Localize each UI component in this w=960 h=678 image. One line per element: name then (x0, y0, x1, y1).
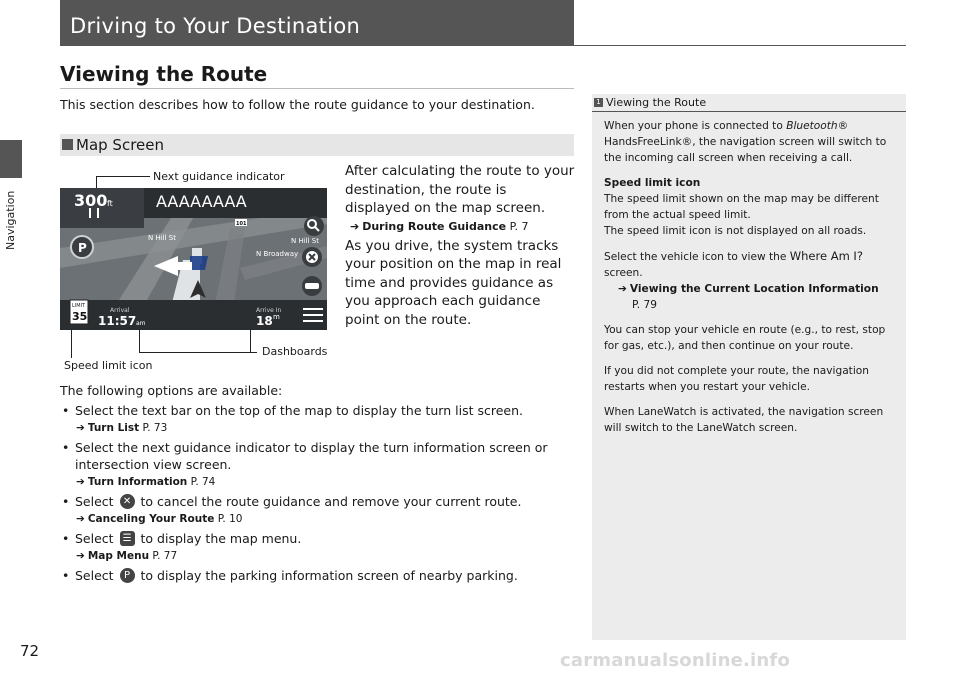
para2: As you drive, the system tracks your position on the map in real time and provides guidance as you approach each guidance point on the route. (345, 237, 562, 328)
bullet-icon: • (62, 440, 70, 455)
parking-icon: P (78, 241, 87, 255)
option-text: Select (75, 531, 114, 546)
cross-reference[interactable] (76, 421, 580, 435)
option-text: Select the text bar on the top of the map to display the turn list screen. (75, 403, 523, 418)
sidebar-body (604, 118, 900, 445)
bullet-icon: • (62, 494, 70, 509)
chapter-tab-label: Navigation (4, 190, 17, 250)
subsection-header (60, 134, 574, 156)
option-text: to display the map menu. (140, 531, 302, 546)
note-restart: If you did not complete your route, the navigation restarts when you restart your vehicle. (604, 365, 869, 393)
parking-icon: P (120, 568, 135, 583)
arrive-in-value: 18 (256, 314, 273, 328)
arrive-in-unit: m (273, 313, 280, 321)
callout-line (96, 176, 150, 177)
arrival-label: Arrival (110, 307, 130, 314)
cross-reference[interactable]: ➔ Viewing the Current Location Information (618, 283, 879, 295)
ref-page: P. 10 (217, 513, 243, 525)
sidebar-title: Viewing the Route (606, 96, 707, 109)
arrow-icon: ➔ (618, 283, 627, 295)
arrow-icon: ➔ (350, 219, 360, 233)
header-divider (574, 45, 906, 46)
note-lanewatch: When LaneWatch is activated, the navigation screen will switch to the LaneWatch screen. (604, 406, 884, 434)
next-guidance-unit: ft (107, 199, 113, 208)
cross-reference[interactable] (76, 512, 580, 526)
list-item (60, 402, 580, 419)
navigation-map-screenshot (60, 188, 327, 330)
ref-page: P. 74 (190, 476, 216, 488)
chapter-title: Driving to Your Destination (70, 14, 361, 38)
street-label: N Hill St (291, 237, 319, 245)
bullet-icon: • (62, 568, 70, 583)
option-text: to cancel the route guidance and remove your current route. (140, 494, 522, 509)
ref-page: P. 73 (142, 422, 168, 434)
arrow-icon: ➔ (76, 422, 85, 434)
sidebar-header (592, 94, 906, 112)
ref-title: Map Menu (87, 550, 150, 562)
cross-reference[interactable] (76, 549, 580, 563)
bullet-icon: • (62, 403, 70, 418)
ref-page: P. 77 (152, 550, 178, 562)
options-list (60, 382, 580, 584)
option-text: Select (75, 568, 114, 583)
arrow-icon: ➔ (76, 476, 85, 488)
subsection-title: Map Screen (76, 136, 164, 154)
option-text: Select the next guidance indicator to display the turn information screen or intersection view screen. (75, 440, 548, 472)
arrival-time: 11:57 (98, 314, 137, 328)
ref-page: P. 79 (632, 299, 657, 311)
callout-speed-limit: Speed limit icon (64, 359, 153, 372)
arrival-suffix: am (136, 320, 146, 327)
chapter-tab-marker (0, 140, 22, 178)
page-number: 72 (20, 642, 40, 660)
arrow-icon: ➔ (76, 513, 85, 525)
section-title: Viewing the Route (60, 62, 268, 86)
list-item (60, 439, 580, 473)
note-speed-limit: Speed limit icon The speed limit shown on the map may be different from the actual speed limit. The speed limit icon is not displayed on all roads. (604, 177, 879, 237)
callout-line (71, 330, 72, 358)
street-label: N Broadway (256, 250, 299, 258)
note-bluetooth: When your phone is connected to Bluetooth® HandsFreeLink®, the navigation screen will switch to the incoming call screen when receiving a call. (604, 120, 887, 164)
ref-title: During Route Guidance (362, 219, 507, 233)
ref-title: Turn List (87, 422, 140, 434)
callout-next-guidance: Next guidance indicator (153, 170, 285, 183)
chapter-header (60, 0, 574, 46)
speed-limit-value: 35 (72, 310, 88, 323)
turn-list-text-bar: AAAAAAAA (156, 192, 247, 211)
ref-title: Canceling Your Route (87, 513, 215, 525)
callout-line (250, 330, 251, 352)
section-intro: This section describes how to follow the route guidance to your destination. (60, 97, 535, 112)
list-item (60, 493, 580, 510)
section-divider (60, 88, 574, 89)
arrow-icon: ➔ (76, 550, 85, 562)
next-guidance-distance: 300 (74, 191, 108, 210)
map-graphic (60, 188, 327, 330)
cross-reference[interactable] (76, 475, 580, 489)
arrive-in-label: Arrive In (256, 307, 282, 314)
bullet-icon: • (62, 531, 70, 546)
list-item (60, 567, 580, 584)
footer-watermark: carmanualsonline.info (560, 650, 791, 671)
map-menu-icon: ☰ (120, 531, 135, 546)
chapter-tab (4, 178, 20, 258)
limit-label: LIMIT (72, 303, 86, 309)
ref-title: Turn Information (87, 476, 188, 488)
ref-page: P. 7 (509, 219, 529, 233)
note-marker-icon: 1 (594, 98, 603, 107)
option-text: Select (75, 494, 114, 509)
sidebar-notes (592, 94, 906, 640)
street-label: N Hill St (148, 234, 176, 242)
para1: After calculating the route to your destination, the route is displayed on the map screen. (345, 163, 575, 216)
note-stop: You can stop your vehicle en route (e.g., to rest, stop for gas, etc.), and then continue on your route. (604, 324, 886, 352)
callout-line (139, 352, 257, 353)
callout-line (139, 330, 140, 352)
cross-reference[interactable] (350, 219, 575, 234)
list-item (60, 530, 580, 547)
note-vehicle-icon: Select the vehicle icon to view the Where Am I? screen. ➔ Viewing the Current Location Information P. 79 (604, 249, 879, 311)
option-text: to display the parking information screen of nearby parking. (140, 568, 518, 583)
callout-dashboards: Dashboards (262, 345, 328, 358)
route-shield: 101 (236, 221, 247, 227)
cancel-route-icon: ✕ (120, 494, 135, 509)
subsection-square-icon (62, 139, 73, 150)
main-paragraph (345, 162, 575, 329)
options-lead: The following options are available: (60, 383, 283, 398)
